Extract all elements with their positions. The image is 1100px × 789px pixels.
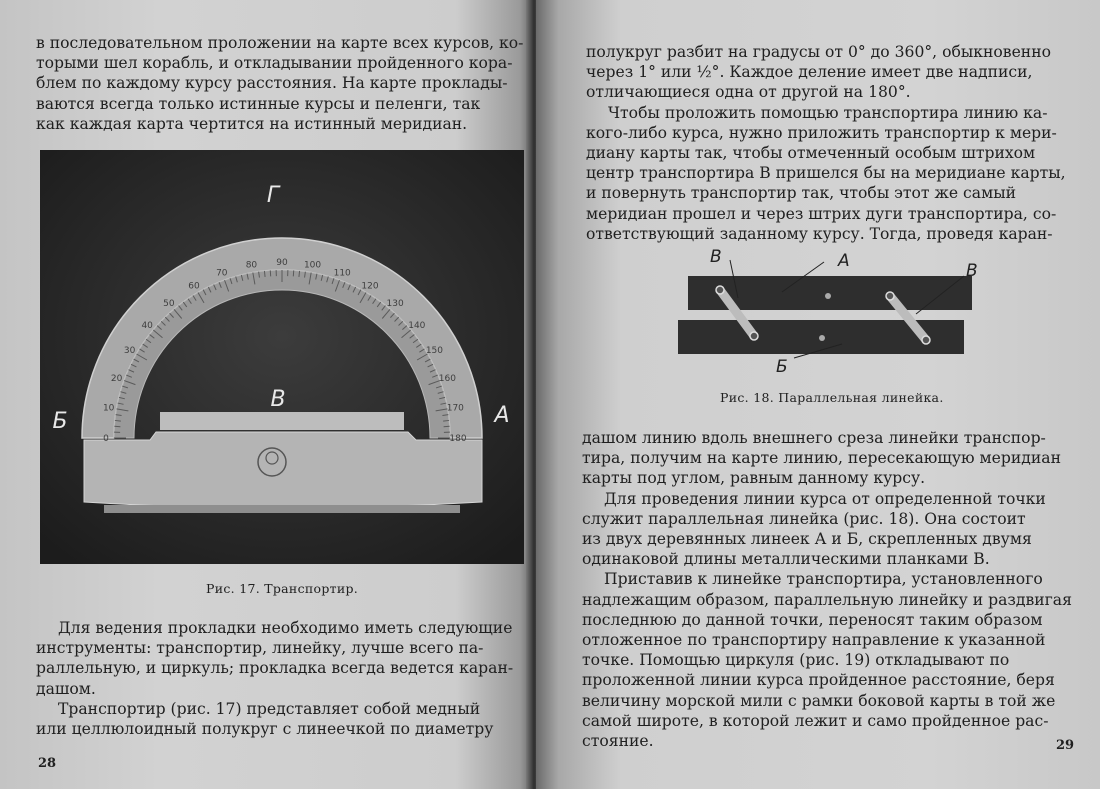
text-line: самой широте, в которой лежит и само пройденное рас- (582, 711, 1049, 730)
ruler-label-v-right: В (966, 261, 978, 281)
text-line: торыми шел корабль, и откладывании пройденного кора- (36, 54, 513, 73)
scale-number: 150 (425, 346, 444, 356)
ruler-label-b: Б (776, 357, 788, 377)
scale-number: 0 (103, 434, 109, 444)
protractor-edge (104, 505, 460, 513)
text-line: дашом. (36, 679, 96, 698)
scale-number: 170 (446, 403, 464, 414)
label-g: Г (266, 183, 280, 208)
text-line: отличающиеся одна от другой на 180°. (586, 83, 911, 102)
text-line: стояние. (582, 732, 654, 751)
left-top-text (36, 33, 526, 134)
text-line: как каждая карта чертится на истинный меридиан. (36, 114, 468, 133)
protractor-ledge (160, 412, 404, 430)
scale-tick (115, 420, 121, 421)
scale-number: 40 (141, 320, 153, 331)
scale-number: 140 (408, 320, 426, 331)
ruler-label-a: А (838, 251, 850, 271)
text-line: раллельную, и циркуль; прокладка всегда ведется каран- (36, 659, 514, 678)
left-bottom-text (36, 618, 526, 739)
scale-number: 110 (333, 268, 351, 279)
figure-17-caption: Рис. 17. Транспортир. (206, 581, 359, 596)
text-line: проложенной линии курса пройденное расстояние, беря (582, 671, 1055, 690)
protractor-photo (40, 150, 524, 564)
text-line: диану карты так, чтобы отмеченный особым штрихом (586, 144, 1036, 163)
text-line: надлежащим образом, параллельную линейку и раздвигая (582, 590, 1072, 609)
scale-number: 90 (276, 258, 288, 268)
page-number-right: 29 (1056, 738, 1075, 753)
scale-number: 180 (449, 434, 467, 444)
scale-number: 130 (386, 299, 404, 310)
text-line: карты под углом, равным данному курсу. (582, 469, 926, 488)
figure-18-caption: Рис. 18. Параллельная линейка. (720, 390, 944, 405)
text-line: дашом линию вдоль внешнего среза линейки транспор- (582, 429, 1046, 447)
text-line: полукруг разбит на градусы от 0° до 360°, обыкновенно (586, 43, 1051, 61)
text-line: из двух деревянных линеек А и Б, скрепленных двумя (582, 530, 1032, 549)
protractor-illustration (40, 150, 524, 564)
text-line: Для ведения прокладки необходимо иметь следующие (58, 619, 513, 637)
right-top-text (586, 42, 1072, 244)
right-page (536, 0, 1100, 789)
label-b: Б (52, 409, 68, 434)
scale-number: 70 (216, 268, 228, 279)
text-line: ответствующий заданному курсу. Тогда, проведя каран- (586, 224, 1053, 243)
scale-number: 20 (110, 373, 123, 384)
scale-number: 30 (123, 346, 136, 356)
text-line: тира, получим на карте линию, пересекающую меридиан (582, 449, 1061, 468)
scale-tick (299, 271, 300, 277)
scale-number: 100 (303, 260, 322, 271)
label-v: В (270, 387, 286, 412)
right-bottom-text (582, 428, 1075, 753)
left-page (0, 0, 536, 789)
parallel-ruler-illustration (672, 240, 992, 380)
text-line: служит параллельная линейка (рис. 18). Она состоит (582, 509, 1026, 528)
text-line: инструменты: транспортир, линейку, лучше всего па- (36, 639, 484, 658)
text-line: Приставив к линейке транспортира, установленного (604, 570, 1043, 589)
text-line: центр транспортира В пришелся бы на меридиане карты, (586, 164, 1066, 183)
text-line: Чтобы проложить помощью транспортира линию ка- (608, 103, 1048, 122)
page-number-left: 28 (38, 756, 57, 771)
label-a: А (494, 403, 510, 428)
text-line: кого-либо курса, нужно приложить транспортир к мери- (586, 123, 1057, 142)
text-line: через 1° или ½°. Каждое деление имеет две надписи, (586, 63, 1033, 82)
text-line: или целлюлоидный полукруг с линеечкой по диаметру (36, 720, 494, 739)
parallel-ruler-figure (672, 240, 992, 380)
text-line: Транспортир (рис. 17) представляет собой медный (58, 699, 481, 718)
scale-tick (443, 420, 449, 421)
scale-number: 60 (188, 281, 200, 292)
text-line: ваются всегда только истинные курсы и пеленги, так (36, 94, 481, 113)
text-line: блем по каждому курсу расстояния. На карте проклады- (36, 74, 508, 93)
text-line: последнюю до данной точки, переносят таким образом (582, 610, 1043, 629)
text-line: отложенное по транспортиру направление к указанной (582, 631, 1046, 650)
text-line: и повернуть транспортир так, чтобы этот же самый (586, 184, 1017, 203)
ruler-label-v-left: В (710, 247, 722, 267)
scale-number: 10 (102, 403, 115, 414)
text-line: в последовательном проложении на карте всех курсов, ко- (36, 34, 524, 52)
scale-tick (264, 271, 265, 277)
text-line: величину морской мили с рамки боковой карты в той же (582, 691, 1056, 710)
scale-number: 120 (361, 281, 379, 292)
text-line: меридиан прошел и через штрих дуги транспортира, со- (586, 204, 1057, 223)
scale-number: 50 (163, 299, 175, 310)
text-line: точке. Помощью циркуля (рис. 19) откладывают по (582, 651, 1010, 670)
text-line: одинаковой длины металлическими планками В. (582, 550, 990, 569)
text-line: Для проведения линии курса от определенной точки (604, 489, 1046, 508)
scale-number: 160 (438, 373, 456, 384)
scale-number: 80 (245, 260, 258, 271)
